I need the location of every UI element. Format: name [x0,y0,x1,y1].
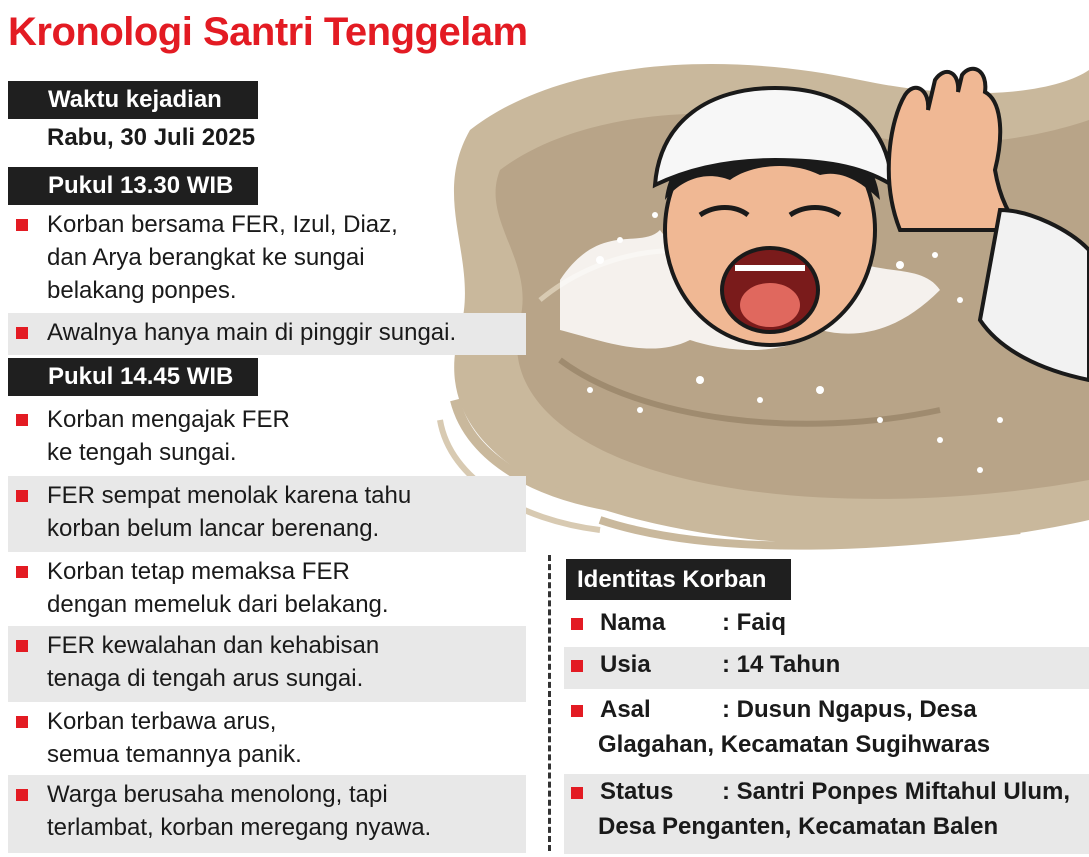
bullet-square [571,705,583,717]
list-item [8,775,526,853]
bullet-square [16,490,28,502]
section2-label: Pukul 14.45 WIB [48,363,234,390]
bullet-square [571,787,583,799]
identitas-header [566,559,791,600]
identitas-row-nama [564,605,1089,645]
identitas-key: Nama [600,609,666,636]
identitas-value: : 14 Tahun [722,651,841,678]
item-text: Korban terbawa arus, semua temannya panik. [47,708,302,768]
item-text: Korban mengajak FER ke tengah sungai. [47,406,290,466]
identitas-row-status [564,774,1089,854]
section2-header [8,358,258,396]
list-item [8,313,526,355]
waktu-header [8,81,258,119]
list-item [8,626,526,702]
bullet-square [16,789,28,801]
bullet-square [571,618,583,630]
bullet-square [571,660,583,672]
identitas-value-cont: Glagahan, Kecamatan Sugihwaras [598,731,991,758]
list-item [8,702,526,775]
list-item [8,552,526,625]
identitas-value: : Santri Ponpes Miftahul Ulum, [722,778,1071,805]
identitas-row-usia [564,647,1089,689]
identitas-key: Asal [600,696,651,723]
list-item [8,476,526,552]
identitas-value: : Dusun Ngapus, Desa [722,696,977,723]
identitas-key: Status [600,778,674,805]
section1-label: Pukul 13.30 WIB [48,172,234,199]
identitas-value: : Faiq [722,609,786,636]
item-text: Warga berusaha menolong, tapi terlambat, korban meregang nyawa. [47,781,432,841]
item-text: Korban bersama FER, Izul, Diaz, dan Arya berangkat ke sungai belakang ponpes. [47,211,398,304]
bullet-square [16,219,28,231]
bullet-square [16,716,28,728]
identitas-row-asal [564,692,1089,768]
list-item [8,400,526,473]
dashed-divider [548,555,551,851]
item-text: FER sempat menolak karena tahu korban belum lancar berenang. [47,482,412,542]
item-text: FER kewalahan dan kehabisan tenaga di tengah arus sungai. [47,632,380,692]
bullet-square [16,566,28,578]
identitas-value-cont: Desa Penganten, Kecamatan Balen [598,813,999,840]
waktu-date: Rabu, 30 Juli 2025 [47,124,256,151]
waktu-label: Waktu kejadian [48,86,222,113]
item-text: Korban tetap memaksa FER dengan memeluk dari belakang. [47,558,389,618]
bullet-square [16,414,28,426]
identitas-key: Usia [600,651,651,678]
identitas-label: Identitas Korban [577,566,767,593]
item-text: Awalnya hanya main di pinggir sungai. [47,319,457,346]
bullet-square [16,327,28,339]
section1-header [8,167,258,205]
page-title: Kronologi Santri Tenggelam [8,10,528,54]
bullet-square [16,640,28,652]
list-item [8,205,526,313]
